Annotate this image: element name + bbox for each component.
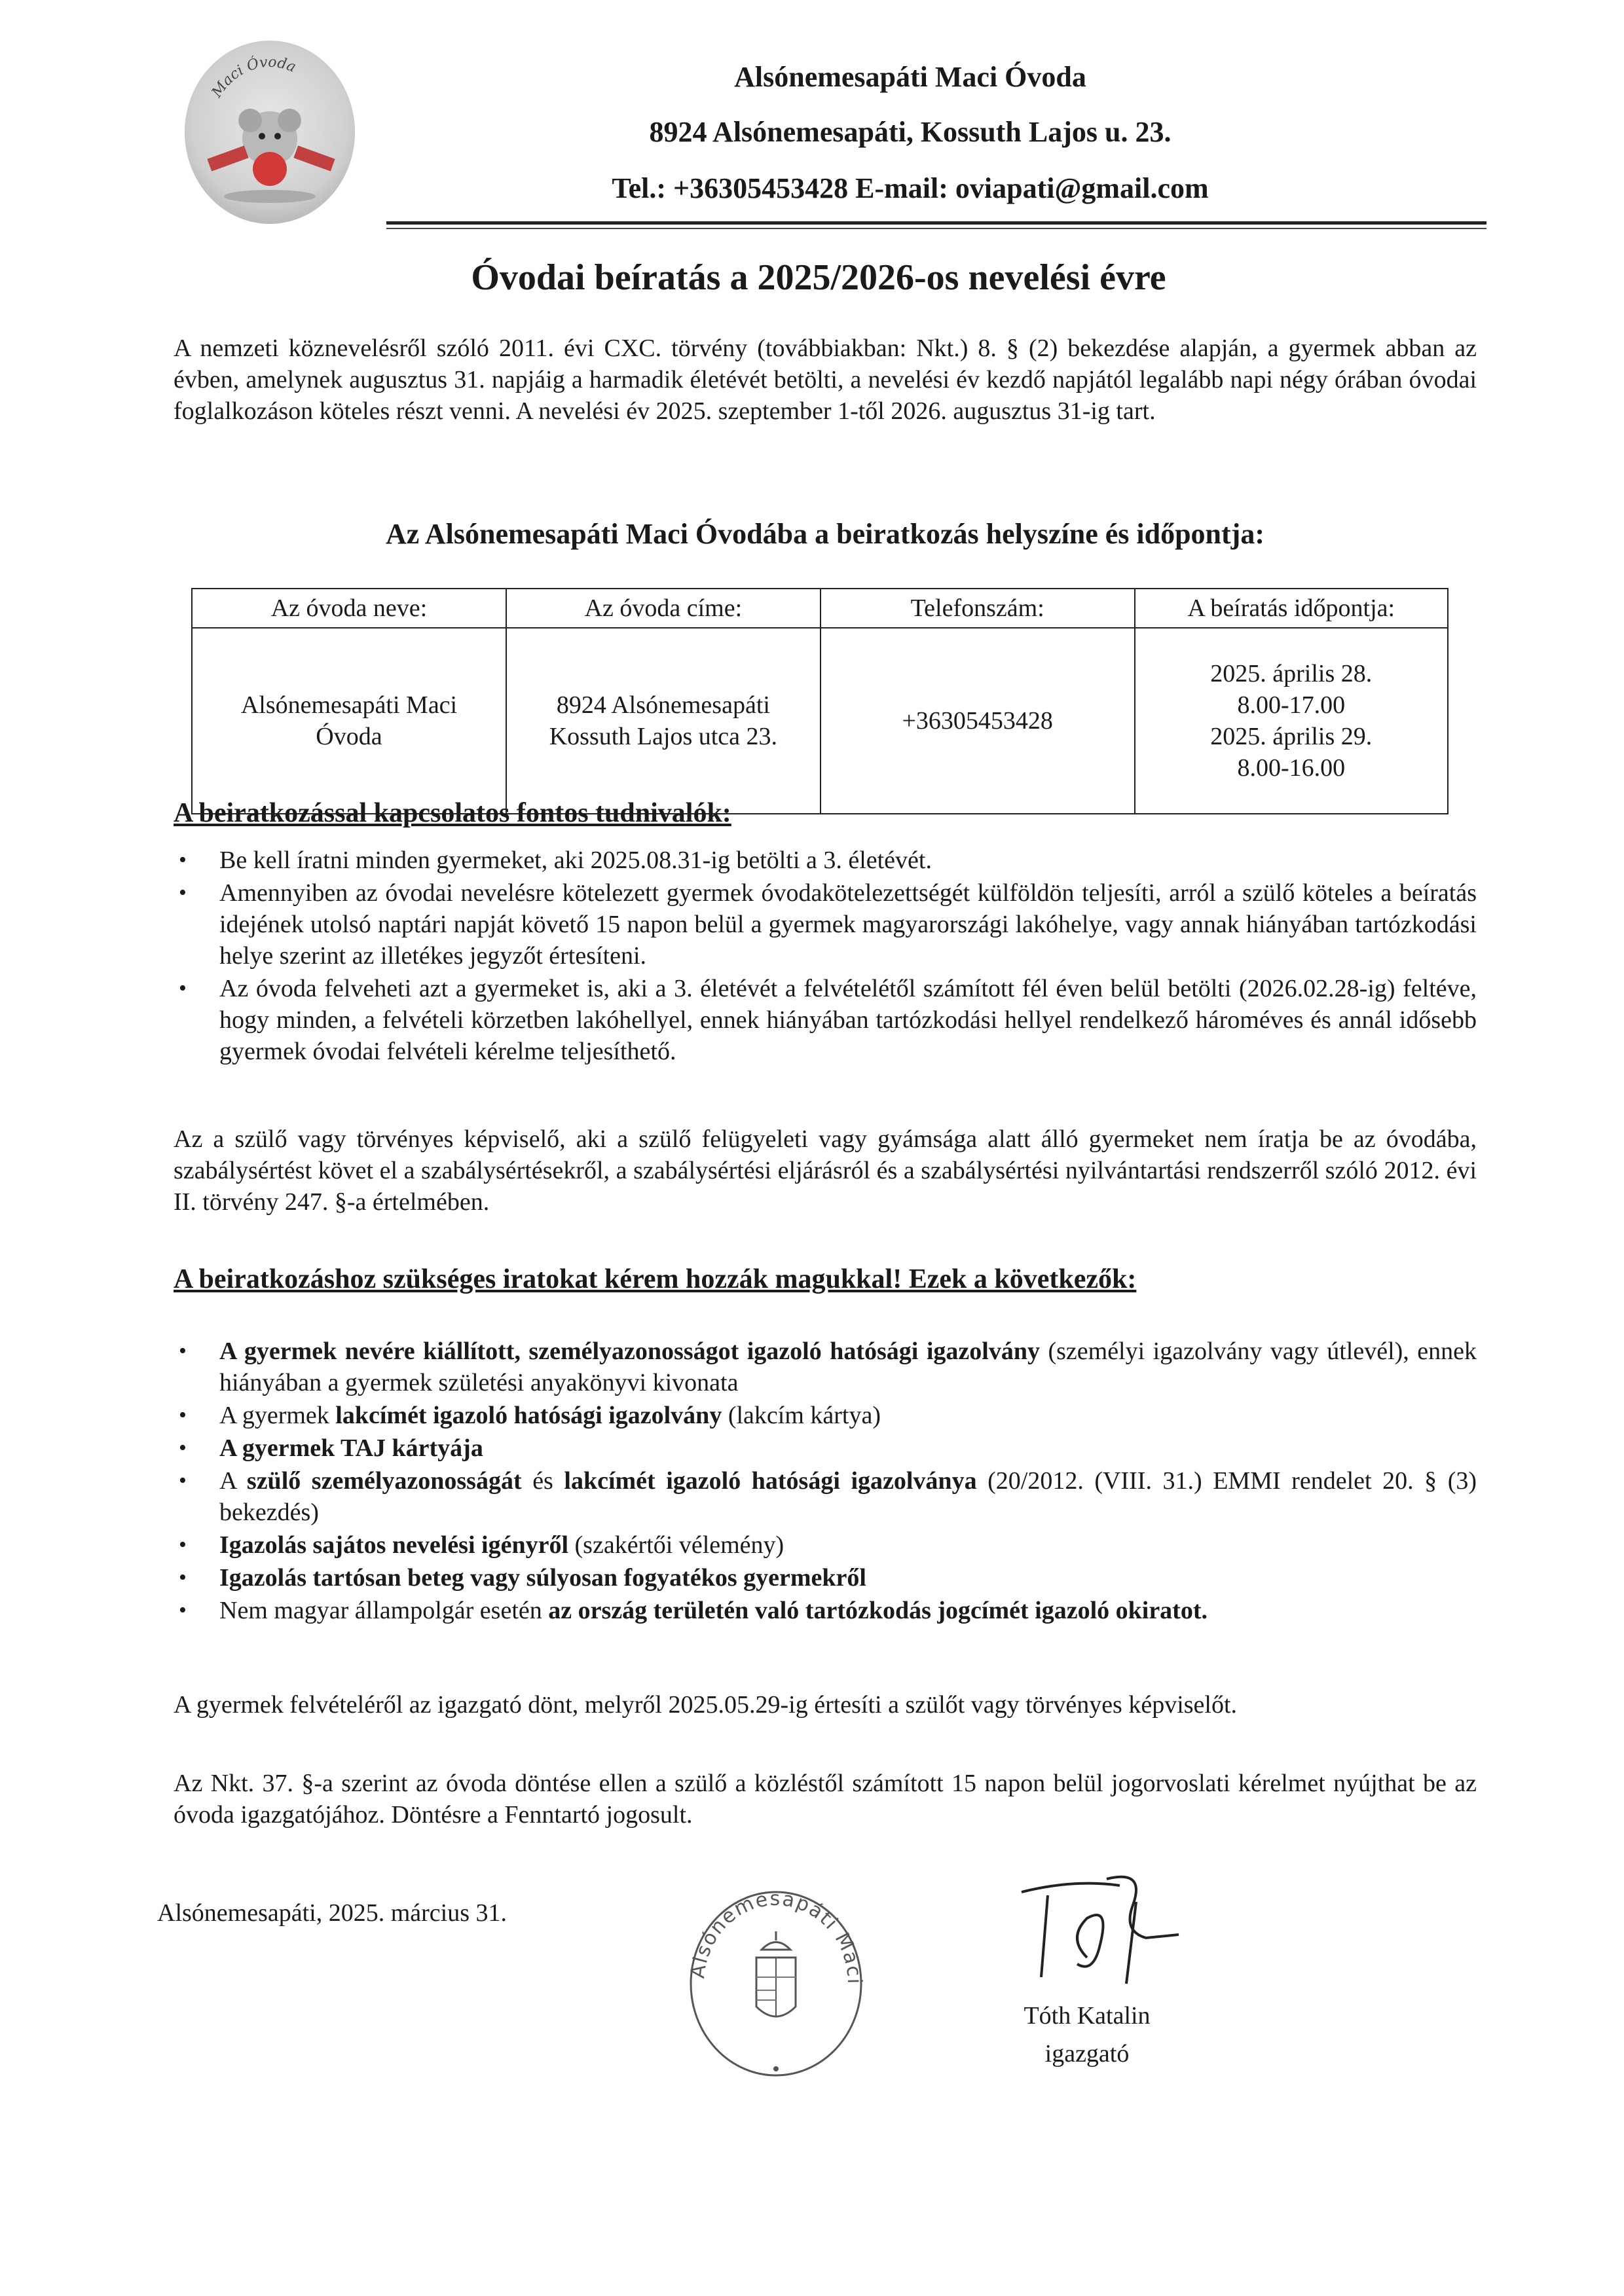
kindergarten-address: 8924 Alsónemesapáti, Kossuth Lajos u. 23. bbox=[649, 116, 1172, 148]
documents-list bbox=[174, 1336, 1477, 1628]
bullet-icon: • bbox=[179, 1468, 187, 1493]
intro-paragraph: A nemzeti köznevelésről szóló 2011. évi CXC. törvény (továbbiakban: Nkt.) 8. § (2) bekezdése alapján, a gyermek abban az évben, amelynek augusztus 31. napjáig a harmadik életévét betölti, a nevelési év kezdő napjától legalább napi négy órában óvodai foglalkozáson köteles részt venni. A nevelési év 2025. szeptember 1-től 2026. augusztus 31-ig tart. bbox=[174, 335, 1477, 425]
header-divider bbox=[386, 221, 1486, 225]
bullet-icon: • bbox=[179, 1339, 187, 1363]
enrollment-time: 8.00-16.00 bbox=[1237, 754, 1346, 782]
decision-paragraph: A gyermek felvételéről az igazgató dönt, melyről 2025.05.29-ig értesíti a szülőt vagy törvényes képviselőt. bbox=[174, 1691, 1238, 1719]
signer-block bbox=[1002, 1997, 1172, 2073]
document-title: Óvodai beíratás a 2025/2026-os nevelési évre bbox=[471, 257, 1166, 298]
table-row bbox=[192, 628, 1448, 814]
table-header-cell: Az óvoda címe: bbox=[506, 589, 821, 628]
bullet-icon: • bbox=[179, 1533, 187, 1557]
bullet-icon: • bbox=[179, 1598, 187, 1622]
list-item: • Nem magyar állampolgár esetén az ország területén való tartózkodás jogcímét igazoló okiratot. bbox=[174, 1595, 1477, 1626]
name-line: Alsónemesapáti Maci bbox=[240, 691, 458, 719]
svg-text:Alsónemesapáti Maci Óvoda: Alsónemesapáti Maci bbox=[686, 1887, 866, 1986]
name-line: Óvoda bbox=[316, 723, 382, 750]
signer-role: igazgató bbox=[1044, 2040, 1130, 2068]
bullet-icon: • bbox=[179, 881, 187, 905]
legal-paragraph: Az a szülő vagy törvényes képviselő, aki a szülő felügyeleti vagy gyámsága alatt álló gyermeket nem íratja be az óvodába, szabálysértést követ el a szabálysértésekről, a szabálysértési eljárásról és a szabálysértési nyilvántartási rendszerről szóló 2012. évi II. törvény 247. §-a értelmében. bbox=[174, 1125, 1477, 1216]
list-item: • Igazolás sajátos nevelési igényről (szakértői vélemény) bbox=[174, 1529, 1477, 1561]
table-header-cell: A beíratás időpontja: bbox=[1135, 589, 1448, 628]
table-cell-dates bbox=[1135, 628, 1448, 814]
enrollment-time: 8.00-17.00 bbox=[1237, 691, 1346, 719]
appeal-paragraph: Az Nkt. 37. §-a szerint az óvoda döntése ellen a szülő a közléstől számított 15 napon belül jogorvoslati kérelmet nyújthat be az óvoda igazgatójához. Döntésre a Fenntartó jogosult. bbox=[174, 1770, 1477, 1829]
list-item: • Be kell íratni minden gyermeket, aki 2025.08.31-ig betölti a 3. életévét. bbox=[174, 845, 1477, 876]
list-item: • Igazolás tartósan beteg vagy súlyosan fogyatékos gyermekről bbox=[174, 1562, 1477, 1594]
list-item: • A gyermek lakcímét igazoló hatósági igazolvány (lakcím kártya) bbox=[174, 1400, 1477, 1431]
address-line: 8924 Alsónemesapáti bbox=[556, 691, 770, 719]
official-stamp-icon bbox=[678, 1872, 874, 2088]
svg-text:Maci Óvoda: Maci Óvoda bbox=[208, 54, 299, 101]
enrollment-date: 2025. április 29. bbox=[1210, 723, 1373, 750]
table-header-row bbox=[192, 589, 1448, 628]
documents-heading: A beiratkozáshoz szükséges iratokat kérem hozzák magukkal! Ezek a következők: bbox=[174, 1264, 1137, 1294]
kindergarten-name: Alsónemesapáti Maci Óvoda bbox=[734, 61, 1086, 93]
kindergarten-logo-icon bbox=[185, 41, 355, 224]
table-cell-name bbox=[192, 628, 506, 814]
location-heading: Az Alsónemesapáti Maci Óvodába a beiratkozás helyszíne és időpontja: bbox=[386, 518, 1264, 550]
header-divider-thin bbox=[386, 228, 1486, 229]
bullet-icon: • bbox=[179, 1436, 187, 1460]
table-header-cell: Az óvoda neve: bbox=[192, 589, 506, 628]
enrollment-table bbox=[191, 588, 1449, 814]
table-cell-address bbox=[506, 628, 821, 814]
kindergarten-contact: Tel.: +36305453428 E-mail: oviapati@gmail.com bbox=[612, 172, 1209, 204]
list-item: • A szülő személyazonosságát és lakcímét igazoló hatósági igazolványa (20/2012. (VIII. 31.) EMMI rendelet 20. § (3) bekezdés) bbox=[174, 1465, 1477, 1528]
bullet-icon: • bbox=[179, 1403, 187, 1427]
bullet-icon: • bbox=[179, 976, 187, 1000]
table-cell-phone: +36305453428 bbox=[821, 628, 1135, 814]
bullet-icon: • bbox=[179, 1565, 187, 1590]
list-item: • Amennyiben az óvodai nevelésre kötelezett gyermek óvodakötelezettségét külföldön teljesíti, arról a szülő köteles a beíratás idejének utolsó naptári napját követő 15 napon belül a gyermek magyarországi lakóhelye, vagy annak hiányában tartózkodási helye szerint az illetékes jegyzőt értesíteni. bbox=[174, 877, 1477, 972]
list-item: • A gyermek TAJ kártyája bbox=[174, 1432, 1477, 1464]
table-header-cell: Telefonszám: bbox=[821, 589, 1135, 628]
important-heading: A beiratkozással kapcsolatos fontos tudnivalók: bbox=[174, 798, 731, 828]
address-line: Kossuth Lajos utca 23. bbox=[549, 723, 778, 750]
important-list bbox=[174, 845, 1477, 1068]
place-and-date: Alsónemesapáti, 2025. március 31. bbox=[157, 1899, 507, 1927]
enrollment-date: 2025. április 28. bbox=[1210, 660, 1373, 687]
signer-name: Tóth Katalin bbox=[1024, 2002, 1151, 2030]
list-item: • A gyermek nevére kiállított, személyazonosságot igazoló hatósági igazolvány (személyi igazolvány vagy útlevél), ennek hiányában a gyermek születési anyakönyvi kivonata bbox=[174, 1336, 1477, 1398]
bullet-icon: • bbox=[179, 848, 187, 872]
list-item: • Az óvoda felveheti azt a gyermeket is, aki a 3. életévét a felvételétől számított fél éven belül betölti (2026.02.28-ig) feltéve, hogy minden, a felvételi körzetben lakóhellyel, ennek hiányában tartózkodási hellyel rendelkező hároméves és annál idősebb gyermek óvodai felvételi kérelme teljesíthető. bbox=[174, 973, 1477, 1067]
signature-icon bbox=[995, 1866, 1192, 1990]
